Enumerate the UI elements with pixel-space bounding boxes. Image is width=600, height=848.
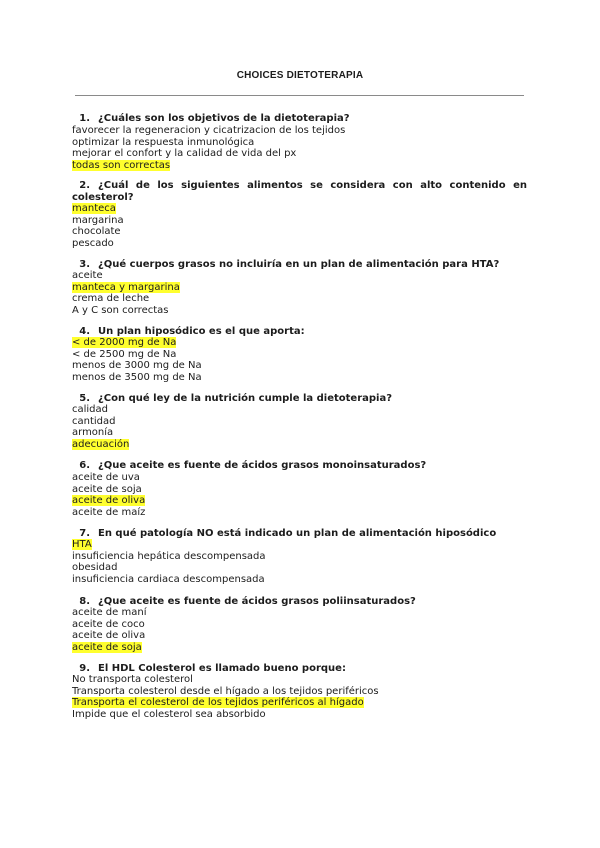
option-correct: Transporta el colesterol de los tejidos periféricos al hígado bbox=[72, 697, 364, 708]
question-8 bbox=[72, 596, 527, 608]
question-text: Un plan hiposódico es el que aporta: bbox=[98, 326, 305, 337]
question-number: 7. bbox=[79, 528, 90, 539]
question-number: 3. bbox=[79, 259, 90, 270]
options-3 bbox=[72, 270, 527, 316]
option: mejorar el confort y la calidad de vida del px bbox=[72, 148, 297, 159]
question-text: En qué patología NO está indicado un plan de alimentación hiposódico bbox=[98, 528, 497, 539]
option: Impide que el colesterol sea absorbido bbox=[72, 708, 266, 720]
options-9 bbox=[72, 674, 527, 720]
question-number: 1. bbox=[79, 113, 90, 124]
option-correct: adecuación bbox=[72, 438, 130, 450]
options-2 bbox=[72, 203, 527, 249]
option: aceite de maíz bbox=[72, 506, 146, 518]
option: pescado bbox=[72, 237, 114, 249]
option: armonía bbox=[72, 427, 114, 438]
question-text: ¿Que aceite es fuente de ácidos grasos poliinsaturados? bbox=[98, 596, 416, 607]
option-correct: todas son correctas bbox=[72, 159, 171, 171]
option: crema de leche bbox=[72, 293, 150, 304]
question-text: El HDL Colesterol es llamado bueno porque: bbox=[98, 663, 346, 674]
option: aceite bbox=[72, 270, 103, 281]
option: favorecer la regeneracion y cicatrizacion de los tejidos bbox=[72, 125, 346, 136]
options-7 bbox=[72, 539, 527, 585]
option: No transporta colesterol bbox=[72, 674, 193, 685]
question-number: 5. bbox=[79, 393, 90, 404]
option: insuficiencia cardiaca descompensada bbox=[72, 573, 265, 585]
option: A y C son correctas bbox=[72, 304, 169, 316]
option-correct: aceite de soja bbox=[72, 641, 142, 653]
question-1 bbox=[72, 113, 527, 125]
question-text: ¿Que aceite es fuente de ácidos grasos monoinsaturados? bbox=[98, 460, 427, 471]
option: chocolate bbox=[72, 226, 121, 237]
question-text: ¿Cuáles son los objetivos de la dietoterapia? bbox=[98, 113, 350, 124]
question-text: ¿Qué cuerpos grasos no incluiría en un plan de alimentación para HTA? bbox=[98, 259, 500, 270]
question-7 bbox=[72, 528, 527, 540]
question-number: 4. bbox=[79, 326, 90, 337]
option: aceite de uva bbox=[72, 472, 140, 483]
options-8 bbox=[72, 607, 527, 653]
option: Transporta colesterol desde el hígado a los tejidos periféricos bbox=[72, 685, 379, 697]
option: < de 2500 mg de Na bbox=[72, 348, 177, 360]
option: menos de 3000 mg de Na bbox=[72, 360, 202, 371]
question-number: 2. bbox=[79, 180, 90, 191]
question-text: ¿Cuál de los siguientes alimentos se considera con alto contenido en colesterol? bbox=[72, 180, 527, 203]
option: insuficiencia hepática descompensada bbox=[72, 550, 266, 562]
option: menos de 3500 mg de Na bbox=[72, 371, 202, 383]
option-correct: < de 2000 mg de Na bbox=[72, 337, 177, 348]
option-correct: HTA bbox=[72, 539, 92, 550]
options-6 bbox=[72, 472, 527, 518]
question-number: 9. bbox=[79, 663, 90, 674]
question-4 bbox=[72, 326, 527, 338]
option: aceite de oliva bbox=[72, 630, 146, 641]
option-correct: manteca y margarina bbox=[72, 281, 180, 293]
question-6 bbox=[72, 460, 527, 472]
options-4 bbox=[72, 337, 527, 383]
option-correct: aceite de oliva bbox=[72, 495, 146, 506]
option: optimizar la respuesta inmunológica bbox=[72, 136, 255, 148]
option: cantidad bbox=[72, 415, 116, 427]
options-1 bbox=[72, 125, 527, 171]
option: obesidad bbox=[72, 562, 118, 573]
question-text: ¿Con qué ley de la nutrición cumple la dietoterapia? bbox=[98, 393, 393, 404]
option: aceite de soja bbox=[72, 483, 142, 495]
question-5 bbox=[72, 393, 527, 405]
question-9 bbox=[72, 663, 527, 675]
options-5 bbox=[72, 404, 527, 450]
question-2 bbox=[72, 180, 527, 203]
option-correct: manteca bbox=[72, 203, 116, 214]
option: calidad bbox=[72, 404, 109, 415]
question-number: 8. bbox=[79, 596, 90, 607]
title-divider bbox=[75, 95, 524, 96]
question-number: 6. bbox=[79, 460, 90, 471]
option: aceite de maní bbox=[72, 607, 147, 618]
question-3 bbox=[72, 259, 527, 271]
option: margarina bbox=[72, 214, 124, 226]
page-title: CHOICES DIETOTERAPIA bbox=[236, 70, 364, 81]
option: aceite de coco bbox=[72, 618, 145, 630]
